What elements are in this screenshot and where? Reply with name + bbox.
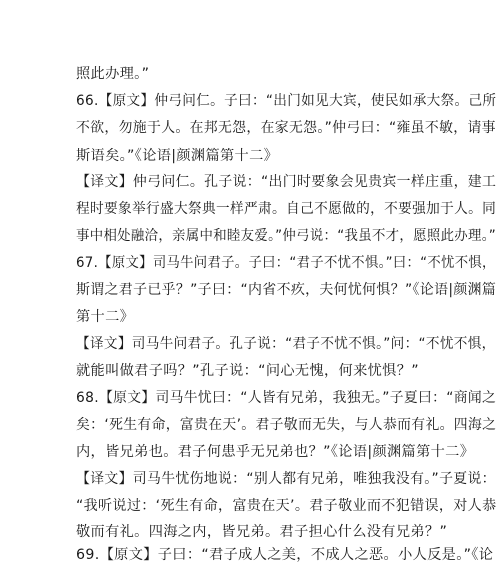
text-line-4: 斯语矣。”《论语|颜渊篇第十二》 — [76, 148, 279, 164]
text-line-3: 不欲，勿施于人。在邦无怨，在家无怨。”仲弓曰：“雍虽不敏，请事 — [76, 120, 496, 136]
text-line-2: 66.【原文】仲弓问仁。子曰：“出门如见大宾，使民如承大祭。己所 — [76, 93, 497, 109]
text-line-11: 【译文】司马牛问君子。孔子说：“君子不忧不惧。”问：“不忧不惧， — [76, 336, 496, 352]
text-line-8: 67.【原文】司马牛问君子。子曰：“君子不忧不惧。”曰：“不忧不惧， — [76, 255, 496, 271]
text-line-16: 【译文】司马牛忧伤地说：“别人都有兄弟，唯独我没有。”子夏说： — [76, 471, 496, 487]
text-line-19: 69.【原文】子曰：“君子成人之美，不成人之恶。小人反是。”《论 — [76, 547, 494, 563]
text-line-5: 【译文】仲弓问仁。孔子说：“出门时要象会见贵宾一样庄重，建工 — [76, 174, 497, 190]
text-line-12: 就能叫做君子吗？”孔子说：“问心无愧，何来忧惧？” — [76, 363, 419, 379]
text-line-15: 内，皆兄弟也。君子何患乎无兄弟也？”《论语|颜渊篇第十二》 — [76, 444, 475, 460]
text-line-14: 矣：‘死生有命，富贵在天’。君子敬而无失，与人恭而有礼。四海之 — [76, 417, 497, 433]
text-line-7: 事中相处融洽，亲属中和睦友爱。”仲弓说：“我虽不才，愿照此办理。” — [76, 228, 497, 244]
text-line-17: “我听说过：‘死生有命，富贵在天’。君子敬业而不犯错误，对人恭 — [76, 498, 497, 514]
text-line-13: 68.【原文】司马牛忧曰：“人皆有兄弟，我独无。”子夏曰：“商闻之 — [76, 390, 497, 406]
text-line-10: 第十二》 — [76, 309, 135, 325]
text-line-9: 斯谓之君子已乎？”子曰：“内省不疚，夫何忧何惧？”《论语|颜渊篇 — [76, 282, 497, 298]
text-line-18: 敬而有礼。四海之内，皆兄弟。君子担心什么没有兄弟？” — [76, 524, 448, 540]
text-line-1: 照此办理。” — [76, 66, 150, 82]
text-line-6: 程时要象举行盛大祭典一样严肃。自己不愿做的，不要强加于人。同 — [76, 201, 497, 217]
